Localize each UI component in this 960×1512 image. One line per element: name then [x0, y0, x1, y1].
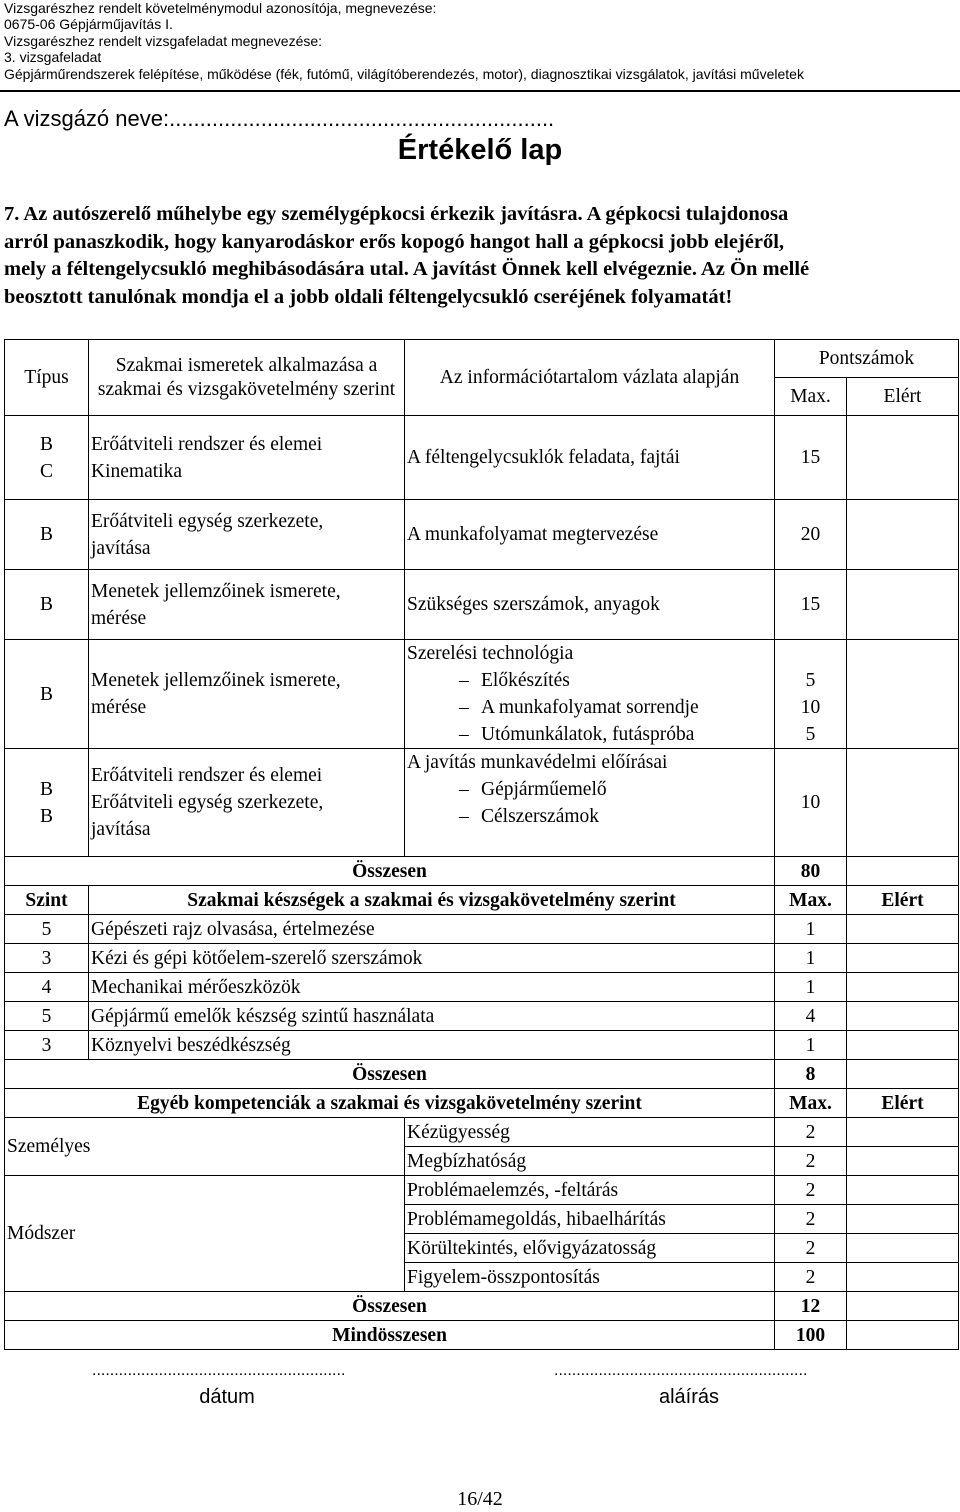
- table-row: [5, 416, 959, 500]
- table-row: [5, 1002, 959, 1031]
- type-cell: B C: [5, 416, 89, 500]
- max-cell: 2: [775, 1118, 847, 1147]
- skill-cell: Mechanikai mérőeszközök: [89, 973, 775, 1002]
- col-knowledge-header: Szakmai ismeretek alkalmazása a szakmai és vizsgakövetelmény szerint: [89, 340, 405, 416]
- type-cell: B: [5, 640, 89, 749]
- subtotal-max: 12: [775, 1292, 847, 1321]
- reached-cell[interactable]: [847, 500, 959, 570]
- date-label: dátum: [199, 1386, 255, 1408]
- competency-group: Személyes: [5, 1118, 405, 1176]
- col-reached-header: Elért: [847, 1089, 959, 1118]
- table-row: [5, 944, 959, 973]
- info-cell: A javítás munkavédelmi előírásai – Gépjárműemelő – Célszerszámok: [405, 749, 775, 857]
- col-level-header: Szint: [5, 886, 89, 915]
- col-skills-header: Szakmai készségek a szakmai és vizsgakövetelmény szerint: [89, 886, 775, 915]
- level-cell: 5: [5, 915, 89, 944]
- task-line: mely a féltengelycsukló meghibásodására utal. A javítást Önnek kell elvégeznie. Az Ön mellé: [4, 258, 810, 280]
- max-cell: 2: [775, 1234, 847, 1263]
- knowledge-cell: Menetek jellemzőinek ismerete, mérése: [89, 570, 405, 640]
- subtotal-row: [5, 1292, 959, 1321]
- document-header: [4, 0, 804, 82]
- max-cell: 2: [775, 1147, 847, 1176]
- max-cell: 2: [775, 1205, 847, 1234]
- page-number: 16/42: [457, 1488, 503, 1510]
- info-cell: A munkafolyamat megtervezése: [405, 500, 775, 570]
- type-cell: B B: [5, 749, 89, 857]
- page-title: Értékelő lap: [397, 134, 563, 166]
- level-cell: 3: [5, 1031, 89, 1060]
- max-cell: 1: [775, 1031, 847, 1060]
- reached-cell[interactable]: [847, 1002, 959, 1031]
- subtotal-max: 8: [775, 1060, 847, 1089]
- subtotal-row: [5, 1060, 959, 1089]
- col-max-header: Max.: [775, 886, 847, 915]
- header-line: Gépjárműrendszerek felépítése, működése (fék, futómű, világítóberendezés, motor), diagnosztikai vizsgálatok, javítási műveletek: [4, 65, 804, 82]
- max-cell: 20: [775, 500, 847, 570]
- reached-cell[interactable]: [847, 1263, 959, 1292]
- subtotal-reached[interactable]: [847, 1292, 959, 1321]
- col-reached-header: Elért: [847, 886, 959, 915]
- col-points-header: Pontszámok: [775, 340, 959, 378]
- reached-cell[interactable]: [847, 749, 959, 857]
- header-line: 0675-06 Gépjárműjavítás I.: [4, 16, 173, 33]
- table-row: [5, 570, 959, 640]
- max-cell: 2: [775, 1176, 847, 1205]
- task-line: 7. Az autószerelő műhelybe egy személygépkocsi érkezik javításra. A gépkocsi tulajdonosa: [4, 203, 789, 225]
- task-line: arról panaszkodik, hogy kanyarodáskor erős kopogó hangot hall a gépkocsi jobb elejéről,: [4, 230, 785, 253]
- level-cell: 5: [5, 1002, 89, 1031]
- knowledge-cell: Erőátviteli egység szerkezete, javítása: [89, 500, 405, 570]
- info-cell: A féltengelycsuklók feladata, fajtái: [405, 416, 775, 500]
- subtotal-label: Összesen: [5, 857, 775, 886]
- col-type-header: Típus: [5, 340, 89, 416]
- header-divider: [0, 90, 960, 92]
- reached-cell[interactable]: [847, 973, 959, 1002]
- skill-cell: Gépészeti rajz olvasása, értelmezése: [89, 915, 775, 944]
- level-cell: 4: [5, 973, 89, 1002]
- date-line: .........................................................: [92, 1362, 346, 1379]
- info-cell: Szerelési technológia – Előkészítés – A munkafolyamat sorrendje – Utómunkálatok, futáspróba: [405, 640, 775, 749]
- level-cell: 3: [5, 944, 89, 973]
- signature-label: aláírás: [658, 1386, 720, 1408]
- skill-cell: Kézi és gépi kötőelem-szerelő szerszámok: [89, 944, 775, 973]
- evaluation-table: [4, 339, 959, 1350]
- grand-total-reached[interactable]: [847, 1321, 959, 1350]
- task-line: beosztott tanulónak mondja el a jobb oldali féltengelycsukló cseréjének folyamatát!: [4, 285, 733, 308]
- table-row: [5, 500, 959, 570]
- subtotal-max: 80: [775, 857, 847, 886]
- reached-cell[interactable]: [847, 1176, 959, 1205]
- subtotal-reached[interactable]: [847, 1060, 959, 1089]
- max-cell: 2: [775, 1263, 847, 1292]
- table-row: [5, 1031, 959, 1060]
- subtotal-label: Összesen: [5, 1292, 775, 1321]
- competency-cell: Kézügyesség: [405, 1118, 775, 1147]
- grand-total-label: Mindösszesen: [5, 1321, 775, 1350]
- table-row: [5, 640, 959, 749]
- table-row: [5, 915, 959, 944]
- reached-cell[interactable]: [847, 915, 959, 944]
- reached-cell[interactable]: [847, 1147, 959, 1176]
- table-row: [5, 749, 959, 857]
- max-cell: 1: [775, 915, 847, 944]
- skill-cell: Gépjármű emelők készség szintű használata: [89, 1002, 775, 1031]
- knowledge-cell: Erőátviteli rendszer és elemei Kinematika: [89, 416, 405, 500]
- col-reached-header: Elért: [847, 378, 959, 416]
- header-line: Vizsgarészhez rendelt követelménymodul azonosítója, megnevezése:: [4, 0, 437, 16]
- max-cell: 15: [775, 416, 847, 500]
- subtotal-row: [5, 857, 959, 886]
- max-cell: 10: [775, 749, 847, 857]
- candidate-name-field: A vizsgázó neve:...............................................................: [4, 106, 555, 131]
- subtotal-label: Összesen: [5, 1060, 775, 1089]
- competency-cell: Megbízhatóság: [405, 1147, 775, 1176]
- max-cell: 1: [775, 944, 847, 973]
- table-row: [5, 1176, 959, 1205]
- max-cell: 4: [775, 1002, 847, 1031]
- subtotal-reached[interactable]: [847, 857, 959, 886]
- competency-group: Módszer: [5, 1176, 405, 1292]
- competency-cell: Problémamegoldás, hibaelhárítás: [405, 1205, 775, 1234]
- competency-cell: Körültekintés, elővigyázatosság: [405, 1234, 775, 1263]
- competency-cell: Problémaelemzés, -feltárás: [405, 1176, 775, 1205]
- skill-cell: Köznyelvi beszédkészség: [89, 1031, 775, 1060]
- task-description: [4, 201, 952, 311]
- skills-header-row: [5, 886, 959, 915]
- type-cell: B: [5, 570, 89, 640]
- col-max-header: Max.: [775, 1089, 847, 1118]
- reached-cell[interactable]: [847, 570, 959, 640]
- info-cell: Szükséges szerszámok, anyagok: [405, 570, 775, 640]
- signature-line: .........................................................: [554, 1362, 808, 1379]
- reached-cell[interactable]: [847, 640, 959, 749]
- max-cell: 15: [775, 570, 847, 640]
- header-line: 3. vizsgafeladat: [4, 49, 102, 66]
- knowledge-cell: Menetek jellemzőinek ismerete, mérése: [89, 640, 405, 749]
- competency-cell: Figyelem-összpontosítás: [405, 1263, 775, 1292]
- knowledge-cell: Erőátviteli rendszer és elemei Erőátviteli egység szerkezete, javítása: [89, 749, 405, 857]
- competency-header-row: [5, 1089, 959, 1118]
- grand-total-row: [5, 1321, 959, 1350]
- max-cell: 5 10 5: [775, 640, 847, 749]
- table-row: [5, 1118, 959, 1147]
- reached-cell[interactable]: [847, 1118, 959, 1147]
- reached-cell[interactable]: [847, 1234, 959, 1263]
- col-competency-header: Egyéb kompetenciák a szakmai és vizsgakövetelmény szerint: [5, 1089, 775, 1118]
- header-line: Vizsgarészhez rendelt vizsgafeladat megnevezése:: [4, 32, 323, 49]
- reached-cell[interactable]: [847, 944, 959, 973]
- max-cell: 1: [775, 973, 847, 1002]
- grand-total-max: 100: [775, 1321, 847, 1350]
- reached-cell[interactable]: [847, 1031, 959, 1060]
- type-cell: B: [5, 500, 89, 570]
- col-info-header: Az információtartalom vázlata alapján: [405, 340, 775, 416]
- col-max-header: Max.: [775, 378, 847, 416]
- reached-cell[interactable]: [847, 1205, 959, 1234]
- reached-cell[interactable]: [847, 416, 959, 500]
- table-row: [5, 973, 959, 1002]
